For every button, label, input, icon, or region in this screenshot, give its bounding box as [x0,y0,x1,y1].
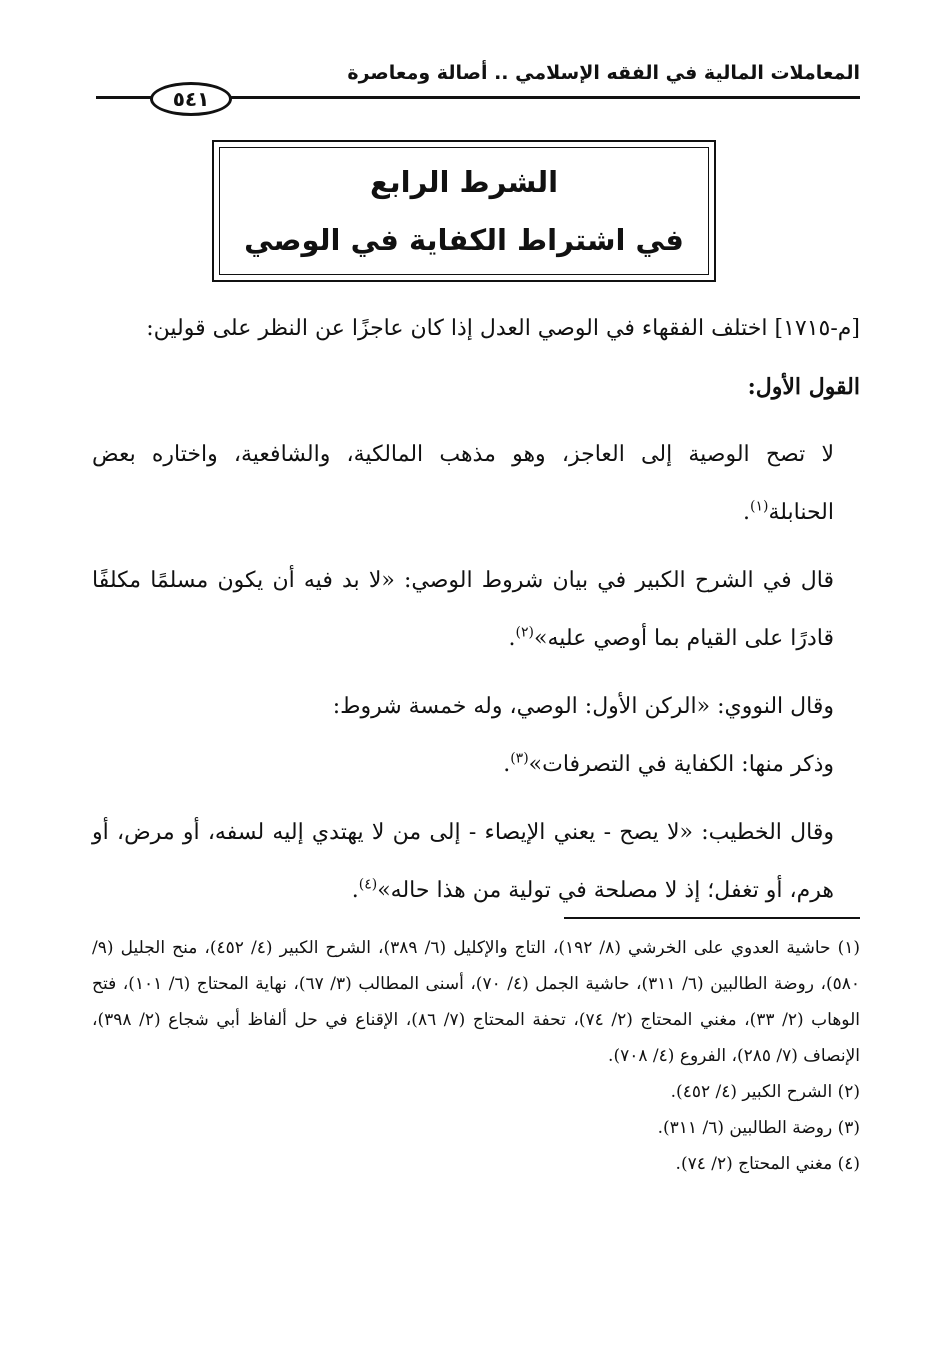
footnote-3: (٣) روضة الطالبين (٦/ ٣١١). [657,1118,860,1138]
footnote-ref-1: (١) [749,498,769,515]
section-title-line-1: الشرط الرابع [369,165,559,199]
period: . [508,626,516,651]
section-title-frame [212,140,716,282]
period: . [351,878,359,903]
paragraph-khatib [92,804,860,920]
period: . [742,500,750,525]
page-number: ٥٤١ [150,82,232,116]
paragraph-nawawi-cont-text: وذكر منها: الكفاية في التصرفات» [528,752,834,777]
period: . [503,752,511,777]
footnote-4: (٤) مغني المحتاج (٢/ ٧٤). [675,1154,860,1174]
footnote-1: (١) حاشية العدوي على الخرشي (٨/ ١٩٢)، التاج والإكليل (٦/ ٣٨٩)، الشرح الكبير (٤/ ٤٥٢)، منح الجليل (٩/ ٥٨٠)، روضة الطالبين (٦/ ٣١١)، حاشية الجمل (٤/ ٧٠)، أسنى المطالب (٣/ ٦٧)، نهاية المحتاج (٦/ ١٠١)، فتح الوهاب (٢/ ٣٣)، مغني المحتاج (٢/ ٧٤)، تحفة المحتاج (٧/ ٨٦)، الإقناع في حل ألفاظ أبي شجاع (٢/ ٣٩٨)، الإنصاف (٧/ ٢٨٥)، الفروع (٤/ ٧٠٨). [92,938,861,1066]
paragraph-sharh-kabir [92,552,860,668]
opinion-heading: القول الأول: [747,374,860,400]
running-header: المعاملات المالية في الفقه الإسلامي .. أصالة ومعاصرة [347,62,860,84]
footnotes [92,930,860,1182]
footnote-ref-2: (٢) [515,624,535,641]
footnote-ref-4: (٤) [358,876,378,893]
paragraph-khatib-text: وقال الخطيب: «لا يصح - يعني الإيصاء - إلى من لا يهتدي إليه لسفه، أو مرض، أو هرم، أو تغفل؛ إذ لا مصلحة في تولية من هذا حاله» [92,820,834,903]
paragraph-nawawi-cont [92,736,860,794]
paragraph-sharh-kabir-text: قال في الشرح الكبير في بيان شروط الوصي: «لا بد فيه أن يكون مسلمًا مكلفًا قادرًا على القيام بما أوصي عليه» [92,568,834,651]
main-text [92,300,860,920]
paragraph-first-opinion-text: لا تصح الوصية إلى العاجز، وهو مذهب المالكية، والشافعية، واختاره بعض الحنابلة [92,442,834,525]
paragraph-nawawi [92,678,860,736]
footnote-2: (٢) الشرح الكبير (٤/ ٤٥٢). [670,1082,860,1102]
paragraph-intro [92,300,860,358]
paragraph-intro-text: [م-١٧١٥] اختلف الفقهاء في الوصي العدل إذا كان عاجزًا عن النظر على قولين: [146,316,860,341]
footnote-separator [564,917,860,919]
section-title-line-2: في اشتراط الكفاية في الوصي [244,223,684,257]
paragraph-first-opinion [92,426,860,542]
footnote-ref-3: (٣) [510,750,529,767]
paragraph-nawawi-text: وقال النووي: «الركن الأول: الوصي، وله خمسة شروط: [332,694,834,719]
